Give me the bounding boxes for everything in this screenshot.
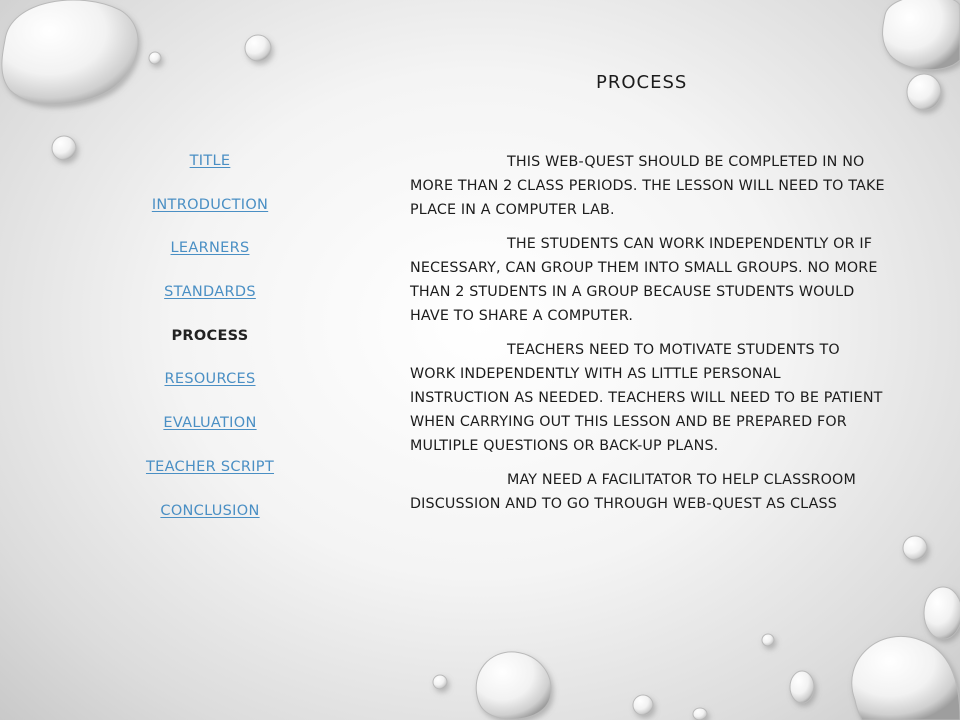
water-drop	[693, 708, 707, 720]
water-drop	[907, 74, 941, 110]
water-drop	[433, 675, 447, 689]
nav-link-standards[interactable]: STANDARDS	[164, 284, 256, 301]
nav-link-conclusion[interactable]: CONCLUSION	[160, 502, 260, 519]
water-drop	[852, 636, 960, 720]
nav-link-teacher-script[interactable]: TEACHER SCRIPT	[145, 458, 275, 475]
paragraph-time: THIS WEB-QUEST SHOULD BE COMPLETED IN NO MORE THAN 2 CLASS PERIODS. THE LESSON WILL NEED TO TAKE PLACE IN A COMPUTER LAB.	[410, 154, 885, 218]
water-drop	[790, 671, 814, 703]
water-drop	[633, 695, 653, 715]
water-drop	[2, 0, 138, 104]
water-drop	[52, 136, 76, 160]
water-drop	[149, 52, 161, 64]
paragraph-facilitator: MAY NEED A FACILITATOR TO HELP CLASSROOM DISCUSSION AND TO GO THROUGH WEB-QUEST AS CLASS	[410, 472, 856, 512]
water-drop	[924, 587, 960, 639]
water-drop	[903, 536, 927, 560]
navigation-sidebar	[120, 140, 300, 533]
nav-link-learners[interactable]: LEARNERS	[170, 240, 250, 257]
nav-link-evaluation[interactable]: EVALUATION	[163, 415, 257, 432]
nav-link-introduction[interactable]: INTRODUCTION	[151, 196, 269, 213]
water-drop	[245, 35, 271, 61]
nav-item-process-current: PROCESS	[171, 327, 249, 344]
water-drop	[476, 652, 551, 719]
nav-link-title[interactable]: TITLE	[189, 153, 231, 169]
process-content	[410, 150, 885, 526]
paragraph-grouping: THE STUDENTS CAN WORK INDEPENDENTLY OR IF NECESSARY, CAN GROUP THEM INTO SMALL GROUPS. NO MORE THAN 2 STUDENTS IN A GROUP BECAUSE STUDENTS WOULD HAVE TO SHARE A COMPUTER.	[410, 236, 878, 324]
nav-link-resources[interactable]: RESOURCES	[164, 371, 256, 388]
water-drop	[883, 0, 960, 70]
paragraph-teachers: TEACHERS NEED TO MOTIVATE STUDENTS TO WORK INDEPENDENTLY WITH AS LITTLE PERSONAL INSTRUCTION AS NEEDED. TEACHERS WILL NEED TO BE PATIENT WHEN CARRYING OUT THIS LESSON AND BE PREPARED FOR MULTIPLE QUESTIONS OR BACK-UP PLANS.	[410, 342, 883, 454]
water-drop	[762, 634, 774, 646]
page-title: PROCESS	[596, 72, 688, 93]
